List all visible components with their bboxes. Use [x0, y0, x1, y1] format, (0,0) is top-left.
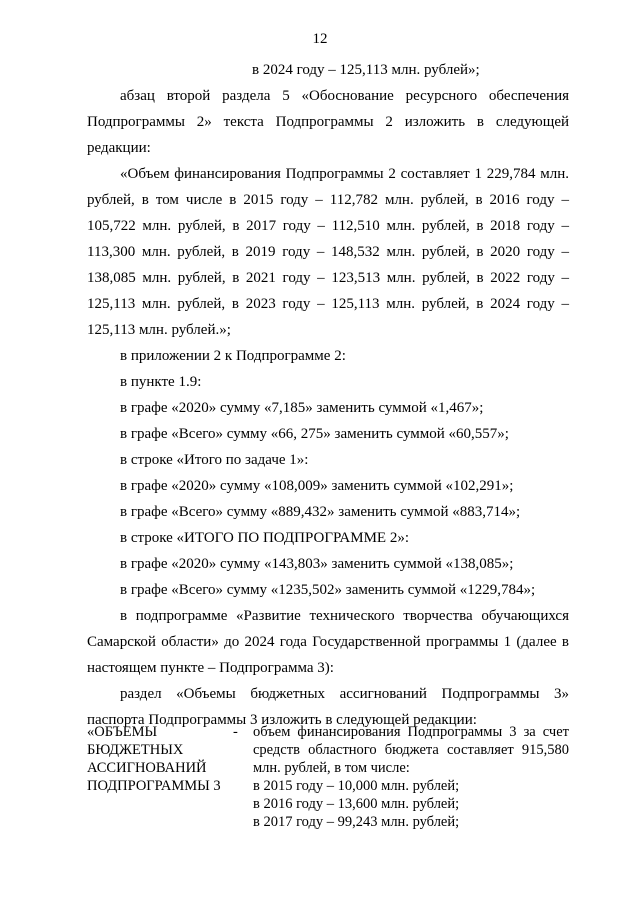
passport-year-line: в 2015 году – 10,000 млн. рублей; [253, 778, 460, 794]
paragraph-13: в графе «Всего» сумму «1235,502» заменить суммой «1229,784»; [120, 582, 536, 598]
paragraph-1: в 2024 году – 125,113 млн. рублей»; [252, 62, 480, 78]
paragraph-5: в пункте 1.9: [120, 374, 202, 390]
passport-year-line: в 2016 году – 13,600 млн. рублей; [253, 796, 460, 812]
paragraph-2: абзац второй раздела 5 «Обоснование ресурсного обеспечения Подпрограммы 2» текста Подпрограммы 2 изложить в следующей редакции: [87, 88, 569, 156]
passport-heading-line: БЮДЖЕТНЫХ [87, 742, 184, 758]
passport-heading-line: «ОБЪЕМЫ [87, 724, 158, 740]
passport-dash: - [233, 724, 238, 740]
paragraph-9: в графе «2020» сумму «108,009» заменить суммой «102,291»; [120, 478, 514, 494]
passport-heading [87, 723, 237, 795]
passport-content [253, 723, 569, 831]
passport-year-line: в 2017 году – 99,243 млн. рублей; [253, 814, 460, 830]
paragraph-14: в подпрограмме «Развитие технического творчества обучающихся Самарской области» до 2024 года Государственной программы 1 (далее в настоящем пункте – Подпрограмма 3): [87, 608, 569, 676]
document-body [87, 57, 569, 733]
page-number: 12 [312, 31, 328, 47]
paragraph-8: в строке «Итого по задаче 1»: [120, 452, 309, 468]
paragraph-3: «Объем финансирования Подпрограммы 2 составляет 1 229,784 млн. рублей, в том числе в 2015 году – 112,782 млн. рублей, в 2016 году – 105,722 млн. рублей, в 2017 году – 112,510 млн. рублей, в 2018 году – 113,300 млн. рублей, в 2019 году – 148,532 млн. рублей, в 2020 году – 138,085 млн. рублей, в 2021 году – 123,513 млн. рублей, в 2022 году – 125,113 млн. рублей, в 2023 году – 125,113 млн. рублей, в 2024 году – 125,113 млн. рублей.»; [87, 166, 569, 338]
passport-intro: объем финансирования Подпрограммы 3 за счет средств областного бюджета составляет 915,580 млн. рублей, в том числе: [253, 724, 569, 776]
paragraph-11: в строке «ИТОГО ПО ПОДПРОГРАММЕ 2»: [120, 530, 409, 546]
passport-heading-line: ПОДПРОГРАММЫ 3 [87, 778, 221, 794]
paragraph-15: раздел «Объемы бюджетных ассигнований Подпрограммы 3» паспорта Подпрограммы 3 изложить в следующей редакции: [87, 686, 569, 728]
paragraph-6: в графе «2020» сумму «7,185» заменить суммой «1,467»; [120, 400, 484, 416]
passport-heading-line: АССИГНОВАНИЙ [87, 760, 207, 776]
paragraph-12: в графе «2020» сумму «143,803» заменить суммой «138,085»; [120, 556, 514, 572]
paragraph-7: в графе «Всего» сумму «66, 275» заменить суммой «60,557»; [120, 426, 509, 442]
paragraph-10: в графе «Всего» сумму «889,432» заменить суммой «883,714»; [120, 504, 521, 520]
paragraph-4: в приложении 2 к Подпрограмме 2: [120, 348, 346, 364]
